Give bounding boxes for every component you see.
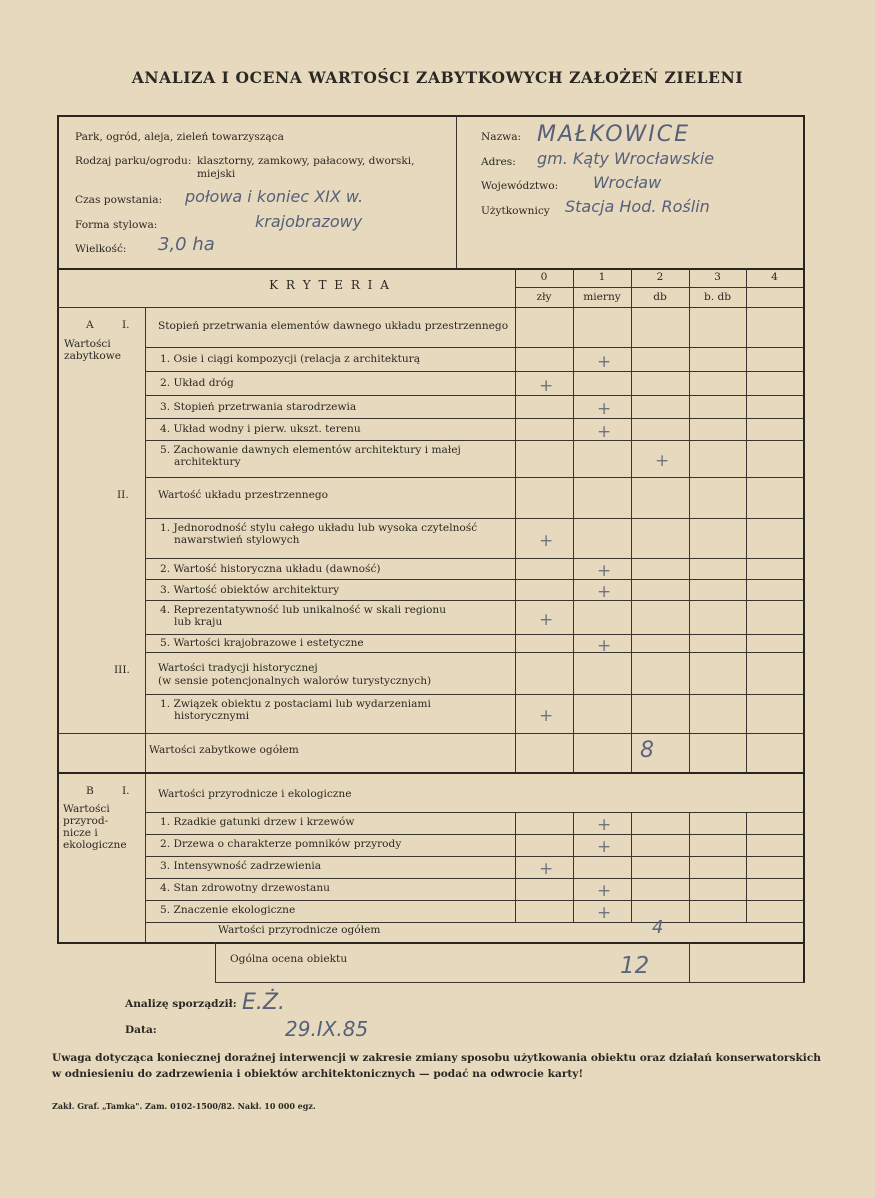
style-value: krajobrazowy [255, 212, 363, 231]
header-divider [456, 115, 457, 268]
score-mark: + [597, 815, 612, 835]
criterion-label: 2. Wartość historyczna układu (dawność) [160, 562, 381, 575]
criterion-label: 4. Stan zdrowotny drzewostanu [160, 882, 330, 894]
col-line-2 [631, 268, 632, 772]
criterion-label: 3. Intensywność zadrzewienia [160, 860, 322, 872]
overall-label: Ogólna ocena obiektu [230, 953, 348, 965]
score-header-2: 2 [656, 271, 664, 283]
voivodeship-label: Województwo: [481, 180, 559, 192]
b-col-line-3 [689, 812, 690, 922]
score-name-0: zły [536, 291, 552, 303]
printer-info: Zakł. Graf. „Tamka". Zam. 0102-1500/82. Nakł. 10 000 egz. [52, 1101, 316, 1111]
group1-title: Stopień przetrwania elementów dawnego układu przestrzennego [158, 320, 509, 332]
score-mark: + [597, 561, 612, 581]
b-col-line-0 [515, 812, 516, 922]
section-b-label-4: ekologiczne [63, 839, 127, 851]
park-type-label: Park, ogród, aleja, zieleń towarzysząca [75, 131, 284, 143]
park-kind-label: Rodzaj parku/ogrodu: [75, 155, 192, 167]
total-b-label: Wartości przyrodnicze ogółem [218, 924, 381, 936]
row-line [145, 579, 804, 580]
criteria-mid-line [515, 287, 803, 288]
row-line [145, 634, 804, 635]
total-b-value: 4 [652, 917, 664, 938]
address-label: Adres: [481, 156, 516, 168]
criterion-label: 4. Reprezentatywność lub unikalność w skali regionu [160, 604, 447, 616]
section-b-title-line [145, 812, 804, 813]
total-a-label: Wartości zabytkowe ogółem [149, 744, 299, 756]
row-line [145, 440, 804, 441]
address-value: gm. Kąty Wrocławskie [537, 149, 715, 168]
header-bottom-line [57, 268, 804, 270]
criterion-label-cont: historycznymi [174, 710, 250, 722]
size-value: 3,0 ha [158, 234, 215, 255]
section-a-label-2: zabytkowe [64, 350, 122, 362]
col-line-4 [746, 268, 747, 772]
date-label: Data: [125, 1024, 157, 1036]
score-header-1: 1 [598, 271, 606, 283]
section-b-letter: B [86, 785, 94, 797]
b-col-line-2 [631, 812, 632, 922]
users-label: Użytkownicy [481, 205, 550, 217]
date-value: 29.IX.85 [285, 1017, 369, 1041]
park-kind-values: klasztorny, zamkowy, pałacowy, dworski, [197, 155, 415, 167]
overall-value: 12 [620, 953, 650, 979]
park-kind-values-2: miejski [197, 168, 236, 180]
criterion-label: 1. Osie i ciągi kompozycji (relacja z architekturą [160, 353, 421, 365]
criterion-label: 2. Drzewa o charakterze pomników przyrody [160, 838, 402, 850]
row-line [145, 652, 804, 653]
score-mark: + [539, 609, 554, 630]
criteria-bottom-line [57, 307, 804, 308]
col-line-3 [689, 268, 690, 772]
users-value: Stacja Hod. Roślin [565, 197, 710, 216]
criterion-label-cont: nawarstwień stylowych [174, 534, 300, 546]
left-column-line [145, 307, 146, 942]
row-line [145, 477, 804, 478]
col-line-0 [515, 268, 516, 772]
group2-roman: II. [117, 489, 129, 501]
score-mark: + [597, 421, 612, 442]
score-mark: + [597, 903, 612, 923]
section-a-bottom-line [57, 772, 804, 774]
row-line [145, 558, 804, 559]
group1-title-line [145, 347, 804, 348]
criterion-label: 5. Znaczenie ekologiczne [160, 904, 296, 916]
group2-title-line [145, 518, 804, 519]
score-mark: + [597, 582, 612, 602]
criterion-label: 1. Rzadkie gatunki drzew i krzewów [160, 816, 355, 828]
size-label: Wielkość: [75, 243, 127, 255]
row-line [145, 418, 804, 419]
frame-left [57, 115, 59, 943]
section-a-label-1: Wartości [64, 338, 111, 350]
section-b-group-title: Wartości przyrodnicze i ekologiczne [158, 788, 352, 800]
group2-title: Wartość układu przestrzennego [158, 489, 329, 501]
row-line [145, 856, 804, 857]
section-a-roman: I. [122, 319, 130, 331]
criteria-title: K R Y T E R I A [269, 278, 391, 292]
group3-title-1: Wartości tradycji historycznej [158, 662, 318, 674]
b-col-line-1 [573, 812, 574, 922]
prepared-signature: E.Ż. [242, 990, 285, 1015]
overall-bottom-line [215, 982, 804, 983]
score-mark: + [597, 399, 612, 419]
b-col-line-4 [746, 812, 747, 922]
frame-right [803, 115, 805, 983]
criterion-label: 2. Układ dróg [160, 377, 234, 389]
note-line-2: w odniesieniu do zadrzewienia i obiektów architektonicznych — podać na odwrocie karty! [52, 1068, 584, 1080]
row-line [145, 600, 804, 601]
score-name-3: b. db [703, 291, 732, 303]
group3-roman: III. [114, 664, 130, 676]
prepared-label: Analizę sporządził: [125, 998, 237, 1010]
section-a-letter: A [86, 319, 94, 331]
score-mark: + [539, 530, 554, 551]
score-mark: + [597, 635, 612, 656]
note-line-1: Uwaga dotycząca koniecznej doraźnej interwencji w zakresie zmiany sposobu użytkowania obiektu oraz działań konserwatorskich [52, 1052, 821, 1064]
row-line [145, 900, 804, 901]
section-b-label-3: nicze i [63, 827, 98, 839]
score-name-1: mierny [583, 291, 621, 303]
created-value: połowa i koniec XIX w. [185, 187, 364, 206]
section-b-label-1: Wartości [63, 803, 110, 815]
criterion-label: 1. Związek obiektu z postaciami lub wydarzeniami [160, 698, 431, 710]
total-a-value: 8 [640, 738, 654, 763]
criterion-label: 1. Jednorodność stylu całego układu lub wysoka czytelność [160, 522, 478, 534]
group3-title-2: (w sensie potencjonalnych walorów turystycznych) [158, 675, 432, 687]
criterion-label: 3. Wartość obiektów architektury [160, 583, 340, 596]
frame-top [57, 115, 804, 117]
score-header-4: 4 [771, 271, 778, 283]
score-mark: + [597, 837, 612, 857]
frame-bottom [57, 942, 804, 944]
criterion-label-cont: lub kraju [174, 616, 223, 628]
row-line [145, 878, 804, 879]
row-line [145, 371, 804, 372]
score-name-2: db [653, 291, 667, 303]
criterion-label: 5. Zachowanie dawnych elementów architektury i małej [160, 444, 461, 456]
name-value: MAŁKOWICE [537, 122, 691, 147]
section-b-roman: I. [122, 785, 130, 797]
row-line [145, 395, 804, 396]
score-header-0: 0 [540, 271, 548, 283]
score-mark: + [539, 706, 554, 726]
overall-mid-line [689, 942, 690, 982]
voivodeship-value: Wrocław [593, 173, 662, 192]
score-header-3: 3 [714, 271, 721, 283]
score-mark: + [597, 881, 612, 901]
score-mark: + [655, 451, 670, 471]
total-b-top-line [145, 922, 804, 923]
created-label: Czas powstania: [75, 194, 163, 206]
score-mark: + [539, 375, 554, 396]
total-a-top-line [57, 733, 804, 734]
score-mark: + [539, 859, 554, 879]
score-mark: + [597, 351, 612, 372]
criterion-label: 5. Wartości krajobrazowe i estetyczne [160, 637, 364, 649]
section-b-label-2: przyrod- [63, 815, 109, 827]
row-line [145, 834, 804, 835]
name-label: Nazwa: [481, 131, 522, 143]
document-title: ANALIZA I OCENA WARTOŚCI ZABYTKOWYCH ZAŁOŻEŃ ZIELENI [131, 68, 744, 87]
col-line-1 [573, 268, 574, 772]
overall-left-line [215, 942, 216, 982]
criterion-label: 3. Stopień przetrwania starodrzewia [160, 400, 357, 413]
group3-title-line [145, 694, 804, 695]
criterion-label-cont: architektury [174, 456, 241, 468]
style-label: Forma stylowa: [75, 219, 158, 231]
criterion-label: 4. Układ wodny i pierw. ukszt. terenu [160, 423, 361, 435]
